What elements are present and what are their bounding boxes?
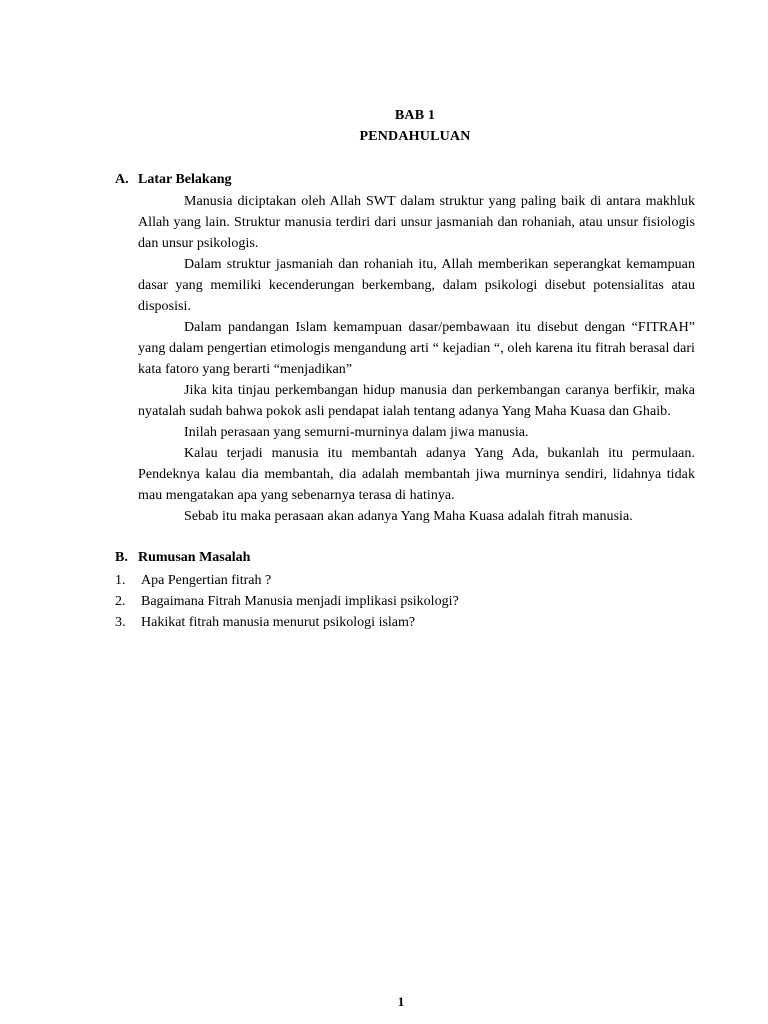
- section-a-title: Latar Belakang: [138, 172, 232, 187]
- list-item-text: Apa Pengertian fitrah ?: [141, 573, 272, 588]
- list-item: [115, 570, 715, 591]
- paragraph: Jika kita tinjau perkembangan hidup manusia dan perkembangan caranya berfikir, maka nyatalah sudah bahwa pokok asli pendapat ialah tentang adanya Yang Maha Kuasa dan Ghaib.: [138, 383, 695, 419]
- section-a-letter: A.: [115, 172, 129, 187]
- list-item: [115, 612, 715, 633]
- paragraph: Dalam struktur jasmaniah dan rohaniah itu, Allah memberikan seperangkat kemampuan dasar yang memiliki kecenderungan berkembang, dalam psikologi disebut potensialitas atau disposisi.: [138, 257, 695, 314]
- list-item-number: 1.: [115, 573, 126, 588]
- paragraph: Kalau terjadi manusia itu membantah adanya Yang Ada, bukanlah itu permulaan. Pendeknya kalau dia membantah, dia adalah membantah jiwa murninya sendiri, lidahnya tidak mau mengatakan apa yang sebenarnya terasa di hatinya.: [138, 446, 695, 503]
- section-b-title: Rumusan Masalah: [138, 550, 251, 565]
- paragraph: Inilah perasaan yang semurni-murninya dalam jiwa manusia.: [184, 425, 529, 440]
- list-item-number: 2.: [115, 594, 126, 609]
- page-number: 1: [397, 994, 405, 1009]
- paragraph: Dalam pandangan Islam kemampuan dasar/pembawaan itu disebut dengan “FITRAH” yang dalam pengertian etimologis mengandung arti “ kejadian “, oleh karena itu fitrah berasal dari kata fatoro yang berarti “menjadikan”: [138, 320, 695, 377]
- list-item-text: Hakikat fitrah manusia menurut psikologi islam?: [141, 615, 416, 630]
- list-item: [115, 591, 715, 612]
- section-b-letter: B.: [115, 550, 128, 565]
- chapter-number: BAB 1: [394, 108, 436, 123]
- list-item-text: Bagaimana Fitrah Manusia menjadi implikasi psikologi?: [141, 594, 459, 609]
- chapter-title: PENDAHULUAN: [359, 129, 471, 144]
- paragraph: Sebab itu maka perasaan akan adanya Yang Maha Kuasa adalah fitrah manusia.: [184, 509, 633, 524]
- section-a-heading: [115, 170, 231, 190]
- section-b-heading: [115, 548, 250, 568]
- section-a-body: [138, 191, 695, 527]
- problem-list: [115, 570, 715, 633]
- list-item-number: 3.: [115, 615, 126, 630]
- paragraph: Manusia diciptakan oleh Allah SWT dalam struktur yang paling baik di antara makhluk Allah yang lain. Struktur manusia terdiri dari unsur jasmaniah dan rohaniah, atau unsur fisiologis dan unsur psikologis.: [138, 194, 695, 251]
